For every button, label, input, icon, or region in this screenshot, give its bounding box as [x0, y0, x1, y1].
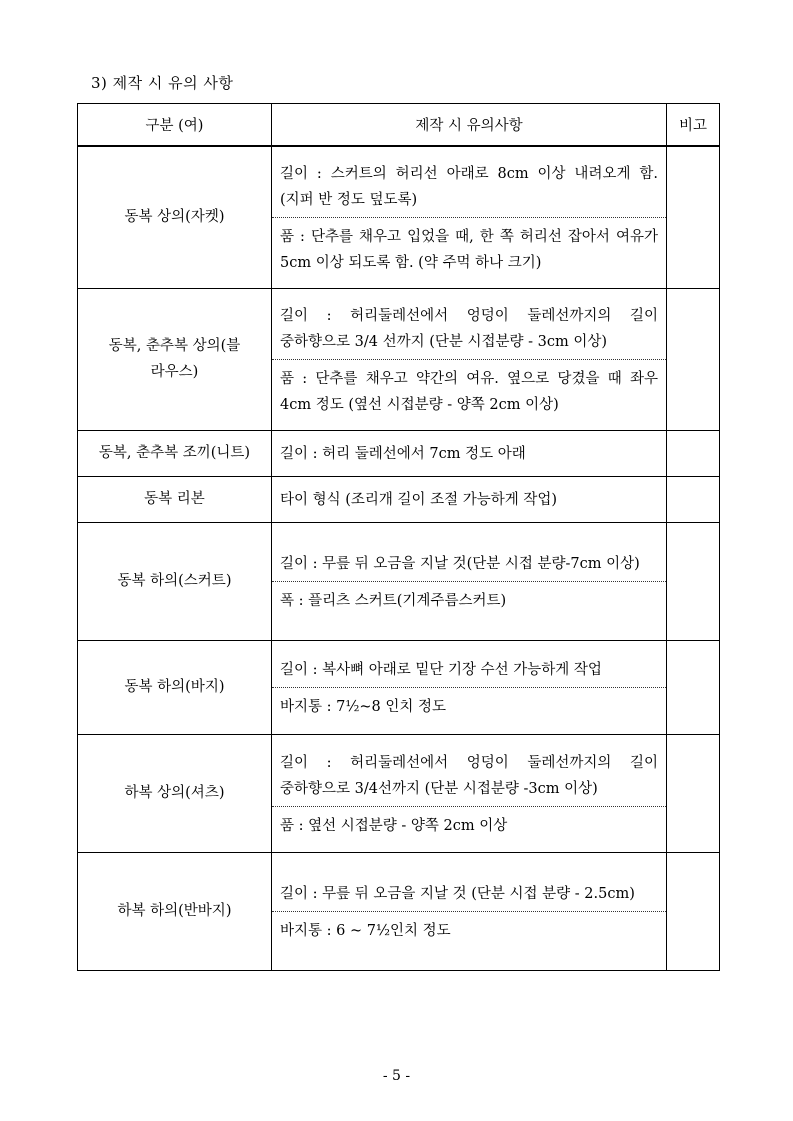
row-notes	[272, 734, 667, 852]
row-notes	[272, 430, 667, 476]
table-row	[78, 146, 720, 288]
row-remark	[667, 852, 720, 970]
row-category: 동복 리본	[78, 476, 272, 522]
row-category: 동복 상의(자켓)	[78, 146, 272, 288]
row-remark	[667, 522, 720, 640]
note-item: 길이 : 스커트의 허리선 아래로 8cm 이상 내려오게 함. (지퍼 반 정도 덮도록)	[280, 165, 658, 208]
note-item: 길이 : 허리 둘레선에서 7cm 정도 아래	[280, 446, 526, 462]
row-category: 하복 상의(셔츠)	[78, 734, 272, 852]
note-item: 타이 형식 (조리개 길이 조절 가능하게 작업)	[280, 492, 558, 508]
row-remark	[667, 734, 720, 852]
manufacturing-notes-table	[77, 103, 720, 971]
table-row	[78, 852, 720, 970]
row-category: 동복 하의(스커트)	[78, 522, 272, 640]
section-title: 3) 제작 시 유의 사항	[91, 74, 234, 92]
table-row	[78, 640, 720, 734]
row-category: 동복, 춘추복 조끼(니트)	[78, 430, 272, 476]
note-item: 길이 : 무릎 뒤 오금을 지날 것(단분 시접 분량-7cm 이상)	[280, 555, 640, 572]
table-header-row	[78, 104, 720, 147]
row-category: 동복, 춘추복 상의(블라우스)	[78, 288, 272, 430]
table-row	[78, 734, 720, 852]
row-notes	[272, 146, 667, 288]
header-category: 구분 (여)	[78, 104, 272, 147]
row-category: 하복 하의(반바지)	[78, 852, 272, 970]
row-notes	[272, 852, 667, 970]
row-notes	[272, 288, 667, 430]
note-item: 길이 : 무릎 뒤 오금을 지날 것 (단분 시접 분량 - 2.5cm)	[280, 885, 635, 902]
row-remark	[667, 146, 720, 288]
row-notes	[272, 640, 667, 734]
note-item: 바지통 : 7½~8 인치 정도	[272, 687, 666, 724]
note-item: 품 : 단추를 채우고 약간의 여유. 옆으로 당겼을 때 좌우 4cm 정도 (옆선 시접분량 - 양쪽 2cm 이상)	[272, 359, 666, 422]
row-notes	[272, 522, 667, 640]
row-notes	[272, 476, 667, 522]
note-item: 폭 : 플리츠 스커트(기계주름스커트)	[272, 581, 666, 618]
header-remark: 비고	[667, 104, 720, 147]
page-number: - 5 -	[382, 1068, 411, 1084]
note-item: 바지통 : 6 ~ 7½인치 정도	[272, 911, 666, 948]
row-remark	[667, 476, 720, 522]
table-row	[78, 522, 720, 640]
note-item: 품 : 옆선 시접분량 - 양쪽 2cm 이상	[272, 806, 666, 843]
table-row	[78, 288, 720, 430]
table-row	[78, 476, 720, 522]
table-row	[78, 430, 720, 476]
row-category: 동복 하의(바지)	[78, 640, 272, 734]
note-item: 길이 : 허리둘레선에서 엉덩이 둘레선까지의 길이 중하향으로 3/4선까지 (단분 시접분량 -3cm 이상)	[280, 754, 658, 797]
row-remark	[667, 288, 720, 430]
row-remark	[667, 640, 720, 734]
row-remark	[667, 430, 720, 476]
note-item: 길이 : 허리둘레선에서 엉덩이 둘레선까지의 길이 중하향으로 3/4 선까지 (단분 시접분량 - 3cm 이상)	[280, 307, 658, 350]
note-item: 길이 : 복사뼈 아래로 밑단 기장 수선 가능하게 작업	[280, 661, 602, 678]
note-item: 품 : 단추를 채우고 입었을 때, 한 쪽 허리선 잡아서 여유가 5cm 이상 되도록 함. (약 주먹 하나 크기)	[272, 217, 666, 280]
header-notes: 제작 시 유의사항	[272, 104, 667, 147]
